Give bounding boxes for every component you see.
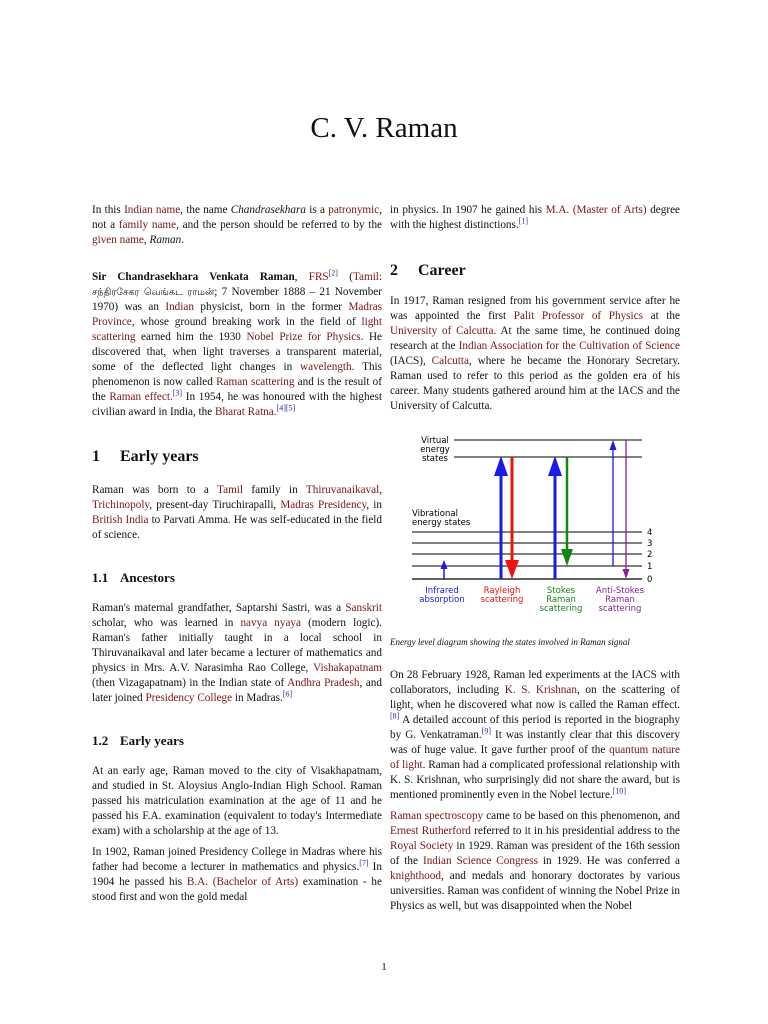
level-label: 2 xyxy=(647,550,653,560)
link-raman-effect[interactable]: Raman effect. xyxy=(109,391,173,403)
label-energy-states: energy states xyxy=(412,518,471,528)
anti-stokes-arrows xyxy=(610,440,630,579)
citation[interactable]: [1] xyxy=(518,216,528,226)
label-anti-stokes: Anti-Stokes xyxy=(595,586,645,596)
section-heading-early-years: 1 Early years xyxy=(92,448,199,465)
link-british-india[interactable]: British India xyxy=(92,514,149,526)
stokes-arrows xyxy=(548,456,573,579)
label-infrared: Infrared xyxy=(425,586,459,596)
label-rayleigh: Rayleigh xyxy=(483,586,521,596)
link-quantum-nature[interactable]: quantum nature of light xyxy=(390,744,680,771)
label-stokes: Stokes xyxy=(546,586,576,596)
vibrational-levels xyxy=(412,528,652,585)
link-bharat-ratna[interactable]: Bharat Ratna. xyxy=(215,406,277,418)
level-label: 4 xyxy=(647,528,653,538)
level-label: 0 xyxy=(647,575,653,585)
link-ks-krishnan[interactable]: K. S. Krishnan xyxy=(504,684,577,696)
left-column xyxy=(92,203,382,905)
link-frs[interactable]: FRS xyxy=(308,271,329,283)
rayleigh-arrows xyxy=(494,456,519,579)
label-stokes-raman: Raman xyxy=(546,595,576,605)
label-energy: energy xyxy=(420,445,450,455)
citation[interactable]: [4][5] xyxy=(276,403,296,413)
citation[interactable]: [2] xyxy=(328,268,338,278)
citation[interactable]: [6] xyxy=(282,689,293,699)
link-madras-province[interactable]: Madras Province xyxy=(92,301,382,328)
label-absorption: absorption xyxy=(419,595,465,605)
infrared-arrow xyxy=(441,560,448,579)
citation[interactable]: [8] xyxy=(390,711,400,721)
page-number: 1 xyxy=(381,961,387,973)
label-stokes-scattering: scattering xyxy=(539,604,583,614)
early2-paragraph-1: At an early age, Raman moved to the city of Visakhapatnam, and studied in St. Aloysius Anglo-Indian High School. Raman passed his matriculation examination at the age of 11 and he passed his F.A. examination (equivalent to today's Intermediate exam) with a scholarship at the age of 13. xyxy=(92,765,382,837)
figure-caption: Energy level diagram showing the states involved in Raman signal xyxy=(390,637,630,647)
link-palit-professor[interactable]: Palit Professor of Physics xyxy=(513,310,643,322)
link-ba[interactable]: B.A. (Bachelor of Arts) xyxy=(186,876,299,888)
level-label: 3 xyxy=(647,539,653,549)
link-tamil[interactable]: Tamil xyxy=(352,271,379,283)
intro-paragraph: Sir Chandrasekhara Venkata Raman, FRS[2] (Tamil: சந்திரசேகர வெங்கட ராமன்; 7 November 1888 – 21 November 1970) was an Indian physicist, born in the former Madras Province, whose ground breaking work in the field of light scattering earned him the 1930 Nobel Prize for Physics. He discovered that, when light traverses a transparent material, some of the deflected light changes in wavelength. This phenomenon is now called Raman scattering and is the result of the Raman effect.[3] In 1954, he was honoured with the highest civilian award in India, the Bharat Ratna.[4][5] xyxy=(92,268,383,418)
link-vishakapatnam[interactable]: Vishakapatnam xyxy=(313,662,382,674)
citation[interactable]: [10] xyxy=(612,786,627,796)
link-university-of-calcutta[interactable]: University of Calcutta xyxy=(390,325,494,337)
section-heading-career: 2 Career xyxy=(390,262,466,279)
link-wavelength[interactable]: wavelength xyxy=(300,361,352,373)
label-virtual: Virtual xyxy=(421,436,449,446)
link-andhra-pradesh[interactable]: Andhra Pradesh xyxy=(287,677,360,689)
link-trichinopoly[interactable]: Trichinopoly xyxy=(92,499,150,511)
link-ma[interactable]: M.A. (Master of Arts) xyxy=(545,204,647,216)
link-raman-spectroscopy[interactable]: Raman spectroscopy xyxy=(390,810,484,822)
right-column xyxy=(390,203,680,914)
link-indian[interactable]: Indian xyxy=(165,301,194,313)
link-indian-science-congress[interactable]: Indian Science Congress xyxy=(422,855,538,867)
link-family-name[interactable]: family name xyxy=(118,219,177,231)
label-rayleigh-scattering: scattering xyxy=(480,595,524,605)
link-madras-presidency[interactable]: Madras Presidency xyxy=(280,499,367,511)
level-label: 1 xyxy=(647,562,653,572)
link-iacs[interactable]: Indian Association for the Cultivation of Science xyxy=(458,340,680,352)
section-heading-early-years-2: 1.2 Early years xyxy=(92,733,184,748)
page-title: C. V. Raman xyxy=(310,112,458,144)
energy-level-diagram xyxy=(390,434,680,629)
label-vibrational: Vibrational xyxy=(412,509,458,519)
link-ernest-rutherford[interactable]: Ernest Rutherford xyxy=(390,825,471,837)
section-heading-ancestors: 1.1 Ancestors xyxy=(92,570,175,585)
name-note: In this Indian name, the name Chandrasekhara is a patronymic, not a family name, and the person should be referred to by the given name, Raman. xyxy=(92,204,383,246)
label-states: states xyxy=(422,454,448,464)
link-indian-name[interactable]: Indian name xyxy=(124,204,181,216)
citation[interactable]: [3] xyxy=(172,388,183,398)
link-light-scattering[interactable]: light scattering xyxy=(92,316,382,343)
link-patronymic[interactable]: patronymic xyxy=(328,204,380,216)
link-navya-nyaya[interactable]: navya nyaya xyxy=(240,617,301,629)
link-calcutta[interactable]: Calcutta xyxy=(431,355,469,367)
link-royal-society[interactable]: Royal Society xyxy=(390,840,454,852)
link-tamil-family[interactable]: Tamil xyxy=(217,484,243,496)
link-presidency-college[interactable]: Presidency College xyxy=(145,692,233,704)
link-raman-scattering[interactable]: Raman scattering xyxy=(216,376,295,388)
discovery-paragraph: On 28 February 1928, Raman led experiments at the IACS with collaborators, including K. S. Krishnan, on the scattering of light, when he discovered what now is called the Raman effect.[8] A detailed account of this period is reported in the biography by G. Venkatraman.[9] It was instantly clear that this discovery was of huge value. It gave further proof of the quantum nature of light. Raman had a complicated professional relationship with K. S. Krishnan, who surprisingly did not share the award, but is mentioned prominently even in the Nobel lecture.[10] xyxy=(390,669,680,801)
ancestors-paragraph: Raman's maternal grandfather, Saptarshi Sastri, was a Sanskrit scholar, who was learned in navya nyaya (modern logic). Raman's father initially taught in a local school in Thiruvanaikaval and later became a lecturer of mathematics and physics in Mrs. A.V. Narasimha Rao College, Vishakapatnam (then Vizagapatnam) in the Indian state of Andhra Pradesh, and later joined Presidency College in Madras.[6] xyxy=(92,602,382,704)
link-given-name[interactable]: given name xyxy=(92,234,144,246)
citation[interactable]: [7] xyxy=(359,858,369,868)
link-knighthood[interactable]: knighthood xyxy=(390,870,441,882)
link-nobel-prize[interactable]: Nobel Prize for Physics xyxy=(246,331,361,343)
early2-paragraph-2: In 1902, Raman joined Presidency College in Madras where his father had become a lecturer in mathematics and physics.[7] In 1904 he passed his B.A. (Bachelor of Arts) examination - he stood first and won the gold medal xyxy=(92,846,382,903)
label-anti-stokes-scattering: scattering xyxy=(598,604,642,614)
early-paragraph: Raman was born to a Tamil family in Thiruvanaikaval, Trichinopoly, present-day Tiruchirapalli, Madras Presidency, in British India to Parvati Amma. He was self-educated in the field of science. xyxy=(92,484,383,541)
spectroscopy-paragraph: Raman spectroscopy came to be based on this phenomenon, and Ernest Rutherford referred to it in his presidential address to the Royal Society in 1929. Raman was president of the 16th session of the Indian Science Congress in 1929. He was conferred a knighthood, and medals and honorary doctorates by various universities. Raman was confident of winning the Nobel Prize in Physics as well, but was disappointed when the Nobel xyxy=(390,810,681,912)
label-anti-stokes-raman: Raman xyxy=(605,595,635,605)
career-paragraph: In 1917, Raman resigned from his government service after he was appointed the first Palit Professor of Physics at the University of Calcutta. At the same time, he continued doing research at the Indian Association for the Cultivation of Science (IACS), Calcutta, where he became the Honorary Secretary. Raman used to refer to this period as the golden era of his career. Many students gathered around him at the IACS and the University of Calcutta. xyxy=(390,295,680,412)
continued-paragraph: in physics. In 1907 he gained his M.A. (Master of Arts) degree with the highest distinctions.[1] xyxy=(390,204,680,231)
citation[interactable]: [9] xyxy=(481,726,492,736)
link-sanskrit[interactable]: Sanskrit xyxy=(345,602,382,614)
link-thiruvanaikaval[interactable]: Thiruvanaikaval xyxy=(305,484,380,496)
